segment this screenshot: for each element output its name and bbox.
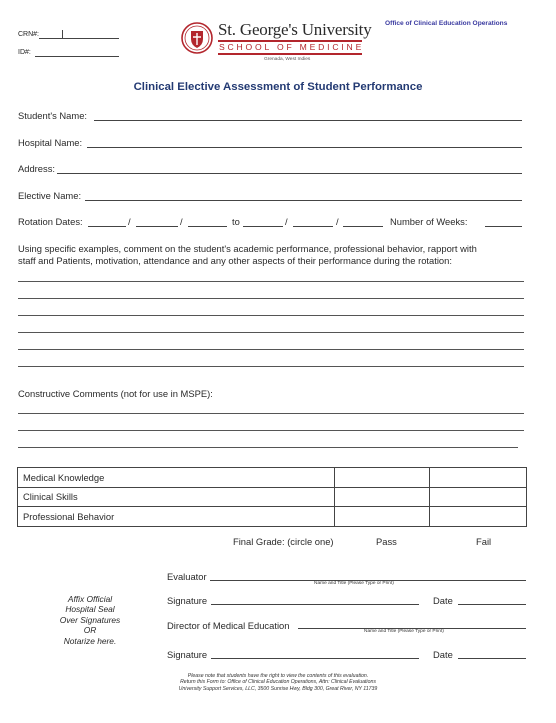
student-name-field[interactable]	[94, 120, 522, 121]
rotation-dates-label: Rotation Dates:	[18, 216, 83, 227]
seal-line: Hospital Seal	[65, 604, 115, 615]
grid-cell[interactable]	[335, 468, 430, 488]
table-row	[18, 468, 527, 488]
date-separator: /	[336, 216, 339, 227]
grid-cell[interactable]	[430, 487, 527, 507]
crn-input[interactable]	[39, 38, 119, 39]
director-date-field[interactable]	[458, 658, 526, 659]
number-of-weeks-label: Number of Weeks:	[390, 216, 468, 227]
grid-row-label: Clinical Skills	[18, 487, 335, 507]
seal-line: Notarize here.	[63, 635, 117, 646]
evaluator-name-hint: Name and Title (Please Type or Print)	[314, 581, 394, 586]
number-of-weeks-field[interactable]	[485, 226, 522, 227]
university-crest-icon	[181, 22, 213, 54]
comment-line[interactable]	[18, 349, 524, 350]
start-month-field[interactable]	[88, 226, 126, 227]
seal-line: Affix Official	[67, 594, 113, 604]
date-separator: /	[180, 216, 183, 227]
comment-line[interactable]	[18, 298, 524, 299]
grid-row-label: Medical Knowledge	[18, 468, 335, 488]
constructive-comments-label: Constructive Comments (not for use in MSPE):	[18, 388, 213, 399]
grid-cell[interactable]	[335, 507, 430, 527]
evaluator-signature-label: Signature	[167, 595, 208, 606]
end-month-field[interactable]	[243, 226, 283, 227]
start-day-field[interactable]	[136, 226, 178, 227]
seal-line: Over Signatures	[59, 614, 121, 625]
elective-name-field[interactable]	[85, 200, 522, 201]
logo-university-name: St. George's University	[218, 20, 372, 39]
seal-instructions	[40, 594, 140, 646]
office-name: Office of Clinical Education Operations	[385, 20, 508, 27]
start-year-field[interactable]	[188, 226, 227, 227]
footer-line: Return this Form to: Office of Clinical Education Operations, Attn: Clinical Evaluations	[180, 679, 376, 686]
student-name-label: Student's Name:	[18, 110, 88, 121]
date-separator: /	[128, 216, 131, 227]
comment-line[interactable]	[18, 366, 524, 367]
id-input[interactable]	[35, 56, 119, 57]
director-date-label: Date	[433, 649, 453, 660]
constructive-comment-line[interactable]	[18, 447, 518, 448]
address-label: Address:	[18, 163, 55, 174]
hospital-name-label: Hospital Name:	[18, 137, 83, 148]
director-signature-label: Signature	[167, 649, 208, 660]
to-label: to	[232, 216, 240, 227]
table-row	[18, 487, 527, 507]
footer-note	[0, 673, 556, 692]
footer-line: Please note that students have the right to view the contents of this evaluation.	[187, 673, 369, 679]
fail-option[interactable]: Fail	[476, 536, 492, 547]
director-signature-field[interactable]	[211, 658, 419, 659]
grid-cell[interactable]	[335, 487, 430, 507]
comment-line[interactable]	[18, 315, 524, 316]
crn-label: CRN#:	[18, 31, 40, 38]
assessment-grid	[17, 467, 527, 527]
table-row	[18, 507, 527, 527]
grid-row-label: Professional Behavior	[18, 507, 335, 527]
footer-line: University Support Services, LLC, 3500 Sunrise Hwy, Bldg 300, Great River, NY 11739	[178, 685, 378, 692]
final-grade-label: Final Grade: (circle one)	[233, 536, 334, 547]
evaluator-date-field[interactable]	[458, 604, 526, 605]
id-label: ID#:	[18, 49, 31, 56]
evaluator-label: Evaluator	[167, 571, 207, 582]
comment-line[interactable]	[18, 281, 524, 282]
hospital-name-field[interactable]	[87, 147, 522, 148]
logo-school-name: SCHOOL OF MEDICINE	[219, 42, 365, 52]
director-label: Director of Medical Education	[167, 620, 290, 631]
date-separator: /	[285, 216, 288, 227]
seal-line: OR	[83, 625, 97, 636]
page-title: Clinical Elective Assessment of Student Performance	[133, 81, 423, 93]
logo-location: Grenada, West Indies	[264, 57, 311, 62]
comment-line[interactable]	[18, 332, 524, 333]
elective-name-label: Elective Name:	[18, 190, 82, 201]
address-field[interactable]	[57, 173, 522, 174]
constructive-comment-line[interactable]	[18, 413, 524, 414]
director-name-hint: Name and Title (Please Type or Print)	[364, 629, 444, 634]
grid-cell[interactable]	[430, 468, 527, 488]
grid-cell[interactable]	[430, 507, 527, 527]
crn-divider	[62, 30, 63, 38]
evaluator-signature-field[interactable]	[211, 604, 419, 605]
evaluator-date-label: Date	[433, 595, 453, 606]
end-year-field[interactable]	[343, 226, 383, 227]
instructions-line-1: Using specific examples, comment on the student's academic performance, professional behavior, rapport with	[18, 243, 477, 254]
end-day-field[interactable]	[293, 226, 333, 227]
logo-rule-bottom	[218, 53, 362, 55]
instructions-line-2: staff and Patients, motivation, attendance and any other aspects of their performance during the rotation:	[18, 255, 452, 266]
pass-option[interactable]: Pass	[376, 536, 397, 547]
constructive-comment-line[interactable]	[18, 430, 524, 431]
